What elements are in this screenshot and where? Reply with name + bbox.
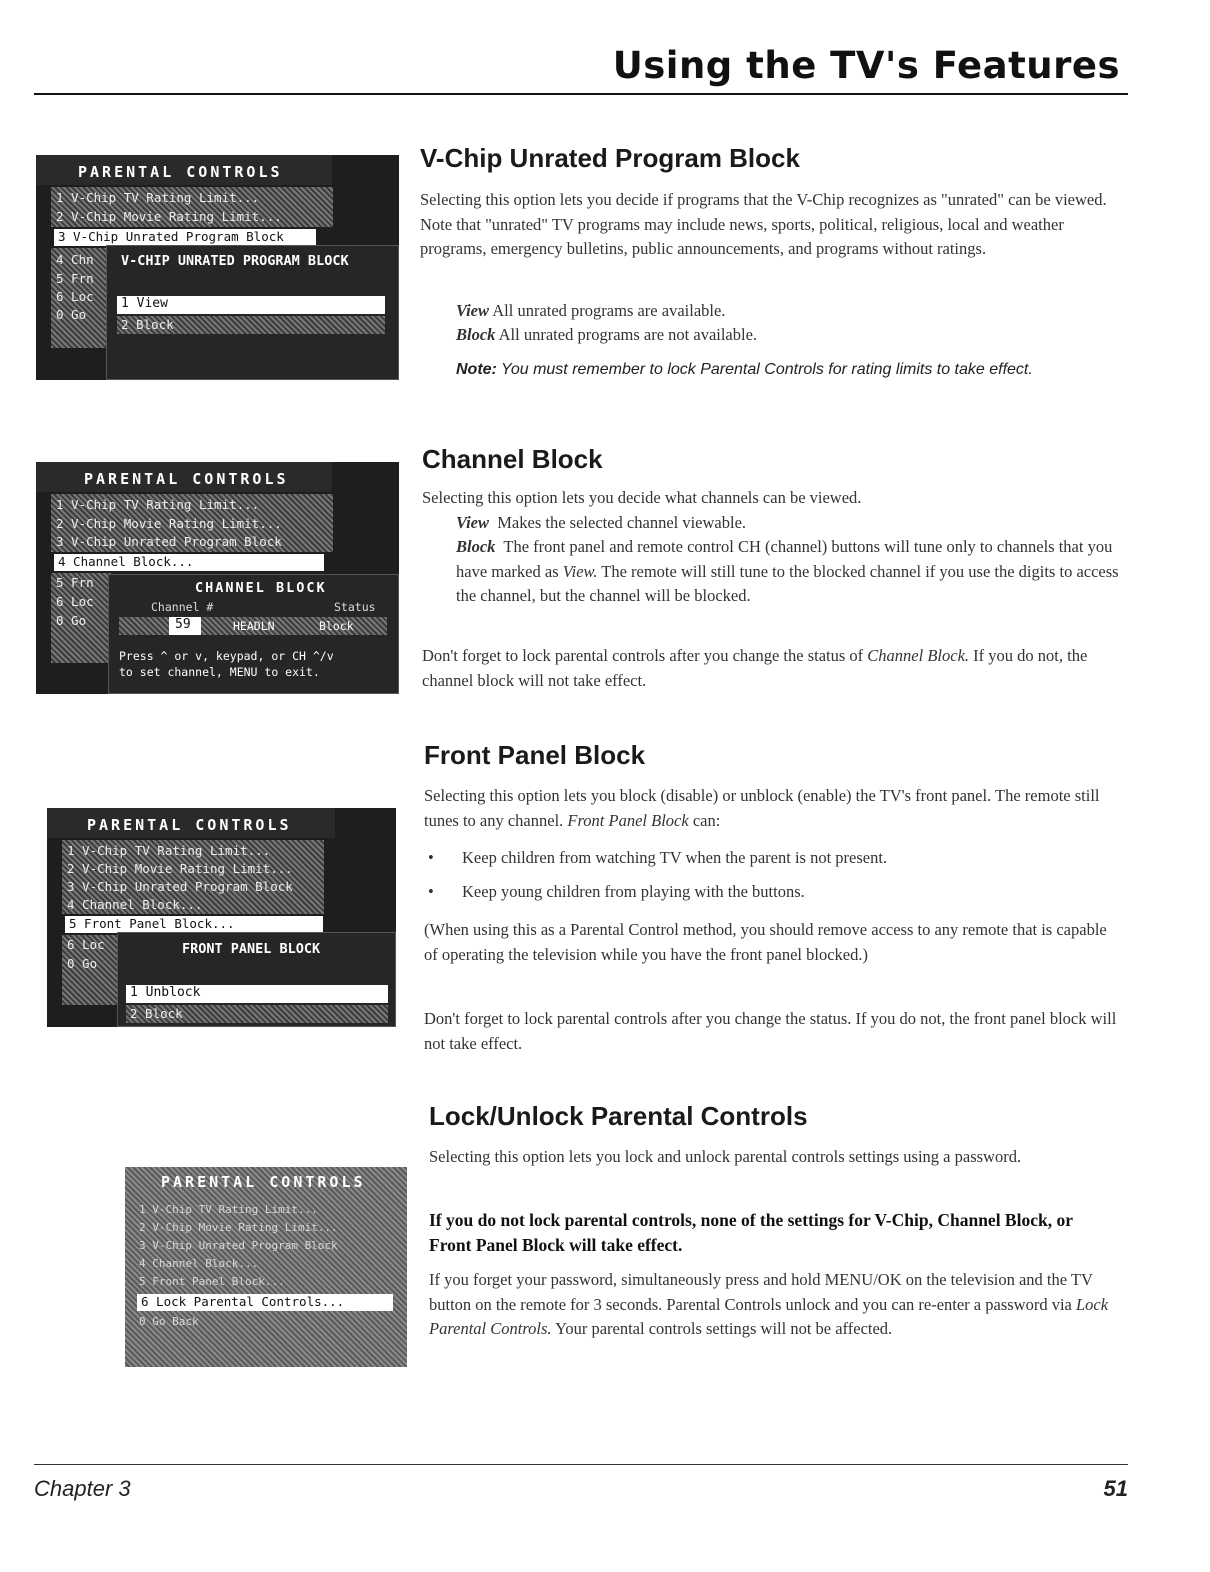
footer-page-number: 51 bbox=[1103, 1476, 1128, 1501]
menu-item: 4 Channel Block... bbox=[67, 897, 203, 912]
forgot-ref: Lock Parental Controls. bbox=[429, 1294, 1109, 1338]
menu-item: 4 Chn bbox=[56, 252, 94, 267]
tv-screen-vchip-unrated bbox=[36, 155, 399, 380]
menu-item: 1 V-Chip TV Rating Limit... bbox=[56, 497, 260, 512]
menu-item-selected: 4 Channel Block... bbox=[54, 554, 324, 571]
option: 2 Block bbox=[121, 317, 174, 332]
note-text: You must remember to lock Parental Controls for rating limits to take effect. bbox=[501, 361, 1033, 378]
front-reminder: Don't forget to lock parental controls after you change the status. If you do not, the front panel block will not take effect. bbox=[424, 1009, 1117, 1053]
channel-number-field: 59 bbox=[169, 617, 201, 635]
menu-item: 6 Loc bbox=[56, 594, 94, 609]
lock-intro: Selecting this option lets you lock and unlock parental controls settings using a password. bbox=[429, 1147, 1022, 1166]
front-intro-1: Selecting this option lets you block (disable) or unblock (enable) the TV's front panel. The remote still tunes to any channel. bbox=[424, 786, 1100, 830]
submenu-title: FRONT PANEL BLOCK bbox=[182, 941, 321, 957]
column-header-status: Status bbox=[334, 600, 376, 614]
page-header-title: Using the TV's Features bbox=[612, 44, 1120, 87]
bullet-item bbox=[428, 880, 1108, 904]
menu-item-selected: 5 Front Panel Block... bbox=[65, 916, 323, 933]
block-ref-view: View. bbox=[562, 561, 598, 581]
option-selected: 1 View bbox=[117, 296, 385, 314]
menu-item: 5 Front Panel Block... bbox=[139, 1275, 285, 1288]
vchip-block-line bbox=[456, 323, 1116, 348]
menu-item-selected: 6 Lock Parental Controls... bbox=[137, 1294, 393, 1311]
term-block: Block bbox=[456, 537, 496, 556]
submenu-panel bbox=[108, 574, 399, 694]
menu-item: 2 V-Chip Movie Rating Limit... bbox=[56, 516, 282, 531]
lock-forgot bbox=[429, 1268, 1119, 1342]
vchip-view-line bbox=[456, 299, 1116, 324]
section-title-lock-unlock: Lock/Unlock Parental Controls bbox=[429, 1101, 808, 1131]
term-view: View bbox=[456, 301, 490, 320]
reminder-ref: Channel Block. bbox=[867, 646, 970, 665]
submenu-panel bbox=[106, 245, 399, 380]
block-text-2: The remote will still tune to the blocked channel if you use the digits to access the channel, but the channel will be blocked. bbox=[456, 561, 1119, 605]
station-name: HEADLN bbox=[233, 619, 275, 633]
front-paren: (When using this as a Parental Control method, you should remove access to any remote that is capable of operating the television while you have the front panel blocked.) bbox=[424, 920, 1107, 964]
section-title-vchip: V-Chip Unrated Program Block bbox=[420, 143, 800, 173]
reminder-text-2: If you do not, the channel block will not take effect. bbox=[422, 646, 1088, 690]
menu-item: 3 V-Chip Unrated Program Block bbox=[139, 1239, 338, 1252]
submenu-title: CHANNEL BLOCK bbox=[195, 580, 327, 596]
vchip-note bbox=[456, 358, 1081, 381]
screen-title: PARENTAL CONTROLS bbox=[84, 470, 289, 488]
term-view: View bbox=[456, 513, 490, 532]
screen-title: PARENTAL CONTROLS bbox=[161, 1173, 366, 1191]
menu-item: 2 V-Chip Movie Rating Limit... bbox=[56, 209, 282, 224]
block-text-1: The front panel and remote control CH (channel) buttons will tune only to channels that you have marked as bbox=[456, 537, 1113, 581]
header-rule bbox=[34, 93, 1128, 95]
tv-screen-lock-parental-controls bbox=[125, 1167, 407, 1367]
help-text-line1: Press ^ or v, keypad, or CH ^/v bbox=[119, 649, 334, 663]
menu-item: 1 V-Chip TV Rating Limit... bbox=[56, 190, 260, 205]
footer-rule bbox=[34, 1464, 1128, 1465]
menu-item: 4 Channel Block... bbox=[139, 1257, 259, 1270]
term-block: Block bbox=[456, 325, 496, 344]
channel-intro: Selecting this option lets you decide what channels can be viewed. bbox=[422, 488, 862, 507]
channel-block-line bbox=[456, 535, 1124, 609]
submenu-title: V-CHIP UNRATED PROGRAM BLOCK bbox=[121, 253, 349, 269]
term-view-text: All unrated programs are available. bbox=[492, 301, 726, 320]
menu-item: 6 Loc bbox=[56, 289, 94, 304]
bullet-text: Keep young children from playing with the buttons. bbox=[462, 882, 805, 901]
bullet-text: Keep children from watching TV when the parent is not present. bbox=[462, 848, 888, 867]
menu-item: 0 Go bbox=[67, 956, 98, 971]
term-block-text: All unrated programs are not available. bbox=[498, 325, 758, 344]
forgot-text-1: If you forget your password, simultaneously press and hold MENU/OK on the television and the TV button on the remote for 3 seconds. Parental Controls unlock and you can re-enter a password via bbox=[429, 1270, 1093, 1314]
tv-screen-front-panel-block bbox=[47, 808, 396, 1027]
menu-item: 0 Go bbox=[56, 307, 87, 322]
menu-item: 0 Go bbox=[56, 613, 87, 628]
channel-status: Block bbox=[319, 619, 354, 633]
front-intro-2: can: bbox=[692, 810, 721, 830]
menu-item: 1 V-Chip TV Rating Limit... bbox=[67, 843, 271, 858]
channel-reminder bbox=[422, 644, 1112, 693]
forgot-text-2: Your parental controls settings will not be affected. bbox=[555, 1319, 893, 1338]
lock-warning: If you do not lock parental controls, none of the settings for V-Chip, Channel Block, or Front Panel Block will take effect. bbox=[429, 1210, 1073, 1255]
footer-chapter: Chapter 3 bbox=[34, 1476, 131, 1501]
screen-title: PARENTAL CONTROLS bbox=[87, 816, 292, 834]
menu-item: 3 V-Chip Unrated Program Block bbox=[56, 534, 282, 549]
screen-title: PARENTAL CONTROLS bbox=[78, 163, 283, 181]
vchip-body: Selecting this option lets you decide if programs that the V-Chip recognizes as "unrated" can be viewed. Note that "unrated" TV programs may include news, sports, political, religious, local and weather programs, emergency bulletins, public announcements, and programs without ratings. bbox=[420, 190, 1107, 258]
menu-item: 5 Frn bbox=[56, 575, 94, 590]
column-header-channel: Channel # bbox=[151, 600, 214, 614]
section-title-channel-block: Channel Block bbox=[422, 444, 603, 474]
channel-view-line bbox=[456, 511, 1126, 536]
menu-item: 0 Go Back bbox=[139, 1315, 199, 1328]
tv-screen-channel-block bbox=[36, 462, 399, 694]
front-intro-ref: Front Panel Block bbox=[567, 810, 689, 830]
submenu-panel bbox=[117, 932, 396, 1027]
menu-item: 6 Loc bbox=[67, 937, 105, 952]
term-view-text: Makes the selected channel viewable. bbox=[497, 513, 747, 532]
section-title-front-panel-block: Front Panel Block bbox=[424, 740, 646, 770]
menu-item: 1 V-Chip TV Rating Limit... bbox=[139, 1203, 318, 1216]
menu-item: 2 V-Chip Movie Rating Limit... bbox=[67, 861, 293, 876]
help-text-line2: to set channel, MENU to exit. bbox=[119, 665, 320, 679]
front-intro bbox=[424, 784, 1124, 833]
menu-item: 3 V-Chip Unrated Program Block bbox=[67, 879, 293, 894]
option: 2 Block bbox=[130, 1006, 183, 1021]
menu-item: 2 V-Chip Movie Rating Limit... bbox=[139, 1221, 338, 1234]
note-label: Note: bbox=[456, 361, 497, 378]
bullet-item bbox=[428, 846, 1108, 870]
menu-item-selected: 3 V-Chip Unrated Program Block bbox=[54, 229, 316, 246]
bullet-icon: • bbox=[428, 848, 434, 867]
reminder-text-1: Don't forget to lock parental controls after you change the status of bbox=[422, 646, 864, 665]
option-selected: 1 Unblock bbox=[126, 985, 388, 1003]
bullet-icon: • bbox=[428, 882, 434, 901]
menu-item: 5 Frn bbox=[56, 271, 94, 286]
